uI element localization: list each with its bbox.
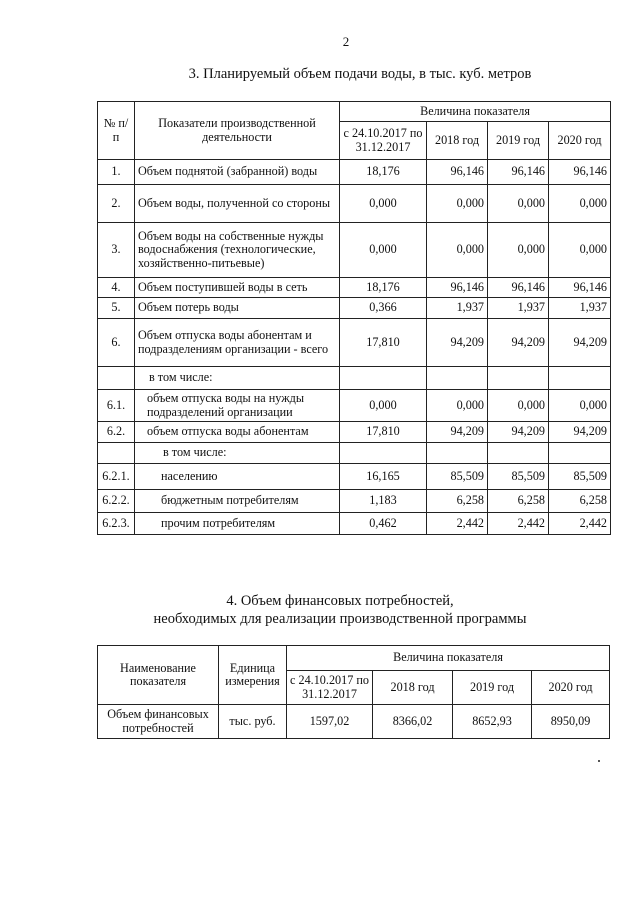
table-row bbox=[98, 367, 611, 390]
row-2018: 96,146 bbox=[427, 278, 488, 298]
table-row bbox=[98, 513, 611, 535]
section4-title bbox=[60, 592, 620, 628]
header-2018: 2018 год bbox=[427, 122, 488, 160]
row-2020: 0,000 bbox=[549, 390, 611, 422]
row-2019: 1,937 bbox=[488, 298, 549, 319]
section3-title: 3. Планируемый объем подачи воды, в тыс. куб. метров bbox=[188, 66, 532, 82]
row-name: Объем поднятой (забранной) воды bbox=[135, 160, 340, 185]
row-2018: 1,937 bbox=[427, 298, 488, 319]
row-num: 1. bbox=[98, 160, 135, 185]
header-name: Наименование показателя bbox=[98, 646, 219, 705]
row-2018: 94,209 bbox=[427, 422, 488, 443]
row-num bbox=[98, 443, 135, 464]
header-2019: 2019 год bbox=[488, 122, 549, 160]
row-name: Объем воды на собственные нужды водоснабжения (технологические, хозяйственно-питьевые) bbox=[135, 223, 340, 278]
row-name: Объем финансовых потребностей bbox=[98, 705, 219, 739]
row-2019: 0,000 bbox=[488, 223, 549, 278]
row-2018: 94,209 bbox=[427, 319, 488, 367]
row-2019: 85,509 bbox=[488, 464, 549, 490]
row-2020: 96,146 bbox=[549, 160, 611, 185]
row-num: 4. bbox=[98, 278, 135, 298]
page-number: 2 bbox=[342, 34, 350, 49]
row-2019 bbox=[488, 367, 549, 390]
header-period: с 24.10.2017 по 31.12.2017 bbox=[340, 122, 427, 160]
row-num: 6. bbox=[98, 319, 135, 367]
row-period: 0,000 bbox=[340, 223, 427, 278]
row-name: объем отпуска воды на нужды подразделений организации bbox=[135, 390, 340, 422]
row-period bbox=[340, 443, 427, 464]
header-period: с 24.10.2017 по 31.12.2017 bbox=[287, 671, 373, 705]
scan-speck bbox=[598, 760, 600, 762]
row-name: объем отпуска воды абонентам bbox=[135, 422, 340, 443]
header-2019: 2019 год bbox=[453, 671, 532, 705]
row-name: в том числе: bbox=[135, 367, 340, 390]
row-2019: 96,146 bbox=[488, 278, 549, 298]
row-2020: 0,000 bbox=[549, 223, 611, 278]
row-name: в том числе: bbox=[135, 443, 340, 464]
row-2019 bbox=[488, 443, 549, 464]
row-2020: 8950,09 bbox=[532, 705, 610, 739]
row-name: населению bbox=[135, 464, 340, 490]
row-2019: 0,000 bbox=[488, 390, 549, 422]
row-num: 6.2.2. bbox=[98, 490, 135, 513]
row-2019: 2,442 bbox=[488, 513, 549, 535]
row-num: 6.1. bbox=[98, 390, 135, 422]
row-2018: 0,000 bbox=[427, 185, 488, 223]
row-2019: 94,209 bbox=[488, 422, 549, 443]
row-num: 6.2. bbox=[98, 422, 135, 443]
table-row bbox=[98, 319, 611, 367]
table-row bbox=[98, 443, 611, 464]
table-row bbox=[98, 185, 611, 223]
table-row bbox=[98, 422, 611, 443]
row-period: 0,366 bbox=[340, 298, 427, 319]
row-2020: 94,209 bbox=[549, 319, 611, 367]
section4-title-line1: 4. Объем финансовых потребностей, bbox=[226, 593, 454, 609]
row-name: Объем поступившей воды в сеть bbox=[135, 278, 340, 298]
header-value: Величина показателя bbox=[340, 102, 611, 122]
row-period: 16,165 bbox=[340, 464, 427, 490]
row-2018: 96,146 bbox=[427, 160, 488, 185]
row-period: 1,183 bbox=[340, 490, 427, 513]
header-2018: 2018 год bbox=[373, 671, 453, 705]
row-2020: 1,937 bbox=[549, 298, 611, 319]
row-2020 bbox=[549, 443, 611, 464]
table-row bbox=[98, 298, 611, 319]
row-2019: 0,000 bbox=[488, 185, 549, 223]
row-period: 0,000 bbox=[340, 390, 427, 422]
row-2020: 94,209 bbox=[549, 422, 611, 443]
table-row bbox=[98, 464, 611, 490]
row-2018: 85,509 bbox=[427, 464, 488, 490]
row-name: прочим потребителям bbox=[135, 513, 340, 535]
financial-needs-table bbox=[97, 645, 610, 739]
row-period: 17,810 bbox=[340, 319, 427, 367]
row-2018: 0,000 bbox=[427, 390, 488, 422]
table-row bbox=[98, 223, 611, 278]
row-2019: 96,146 bbox=[488, 160, 549, 185]
row-2020: 6,258 bbox=[549, 490, 611, 513]
row-num bbox=[98, 367, 135, 390]
row-name: бюджетным потребителям bbox=[135, 490, 340, 513]
row-2018 bbox=[427, 443, 488, 464]
row-period: 18,176 bbox=[340, 160, 427, 185]
table-row bbox=[98, 490, 611, 513]
row-2020 bbox=[549, 367, 611, 390]
table-row bbox=[98, 278, 611, 298]
row-num: 2. bbox=[98, 185, 135, 223]
header-2020: 2020 год bbox=[532, 671, 610, 705]
row-name: Объем потерь воды bbox=[135, 298, 340, 319]
row-num: 6.2.3. bbox=[98, 513, 135, 535]
row-num: 3. bbox=[98, 223, 135, 278]
section4-title-line2: необходимых для реализации производственной программы bbox=[153, 611, 527, 627]
header-num: № п/п bbox=[98, 102, 135, 160]
row-2018: 2,442 bbox=[427, 513, 488, 535]
table-row bbox=[98, 390, 611, 422]
row-2020: 85,509 bbox=[549, 464, 611, 490]
row-name: Объем воды, полученной со стороны bbox=[135, 185, 340, 223]
row-unit: тыс. руб. bbox=[219, 705, 287, 739]
row-2020: 2,442 bbox=[549, 513, 611, 535]
water-volume-table bbox=[97, 101, 611, 535]
header-value: Величина показателя bbox=[287, 646, 610, 671]
row-2020: 0,000 bbox=[549, 185, 611, 223]
row-2019: 94,209 bbox=[488, 319, 549, 367]
row-2019: 6,258 bbox=[488, 490, 549, 513]
row-2018: 8366,02 bbox=[373, 705, 453, 739]
row-name: Объем отпуска воды абонентам и подразделениям организации - всего bbox=[135, 319, 340, 367]
row-num: 5. bbox=[98, 298, 135, 319]
header-2020: 2020 год bbox=[549, 122, 611, 160]
row-period: 17,810 bbox=[340, 422, 427, 443]
row-2018: 6,258 bbox=[427, 490, 488, 513]
row-2018 bbox=[427, 367, 488, 390]
row-2020: 96,146 bbox=[549, 278, 611, 298]
row-period: 1597,02 bbox=[287, 705, 373, 739]
row-2019: 8652,93 bbox=[453, 705, 532, 739]
row-num: 6.2.1. bbox=[98, 464, 135, 490]
row-2018: 0,000 bbox=[427, 223, 488, 278]
table-row bbox=[98, 705, 610, 739]
row-period: 0,462 bbox=[340, 513, 427, 535]
row-period bbox=[340, 367, 427, 390]
row-period: 18,176 bbox=[340, 278, 427, 298]
header-indicator: Показатели производственной деятельности bbox=[135, 102, 340, 160]
table-row bbox=[98, 160, 611, 185]
row-period: 0,000 bbox=[340, 185, 427, 223]
header-unit: Единица измерения bbox=[219, 646, 287, 705]
